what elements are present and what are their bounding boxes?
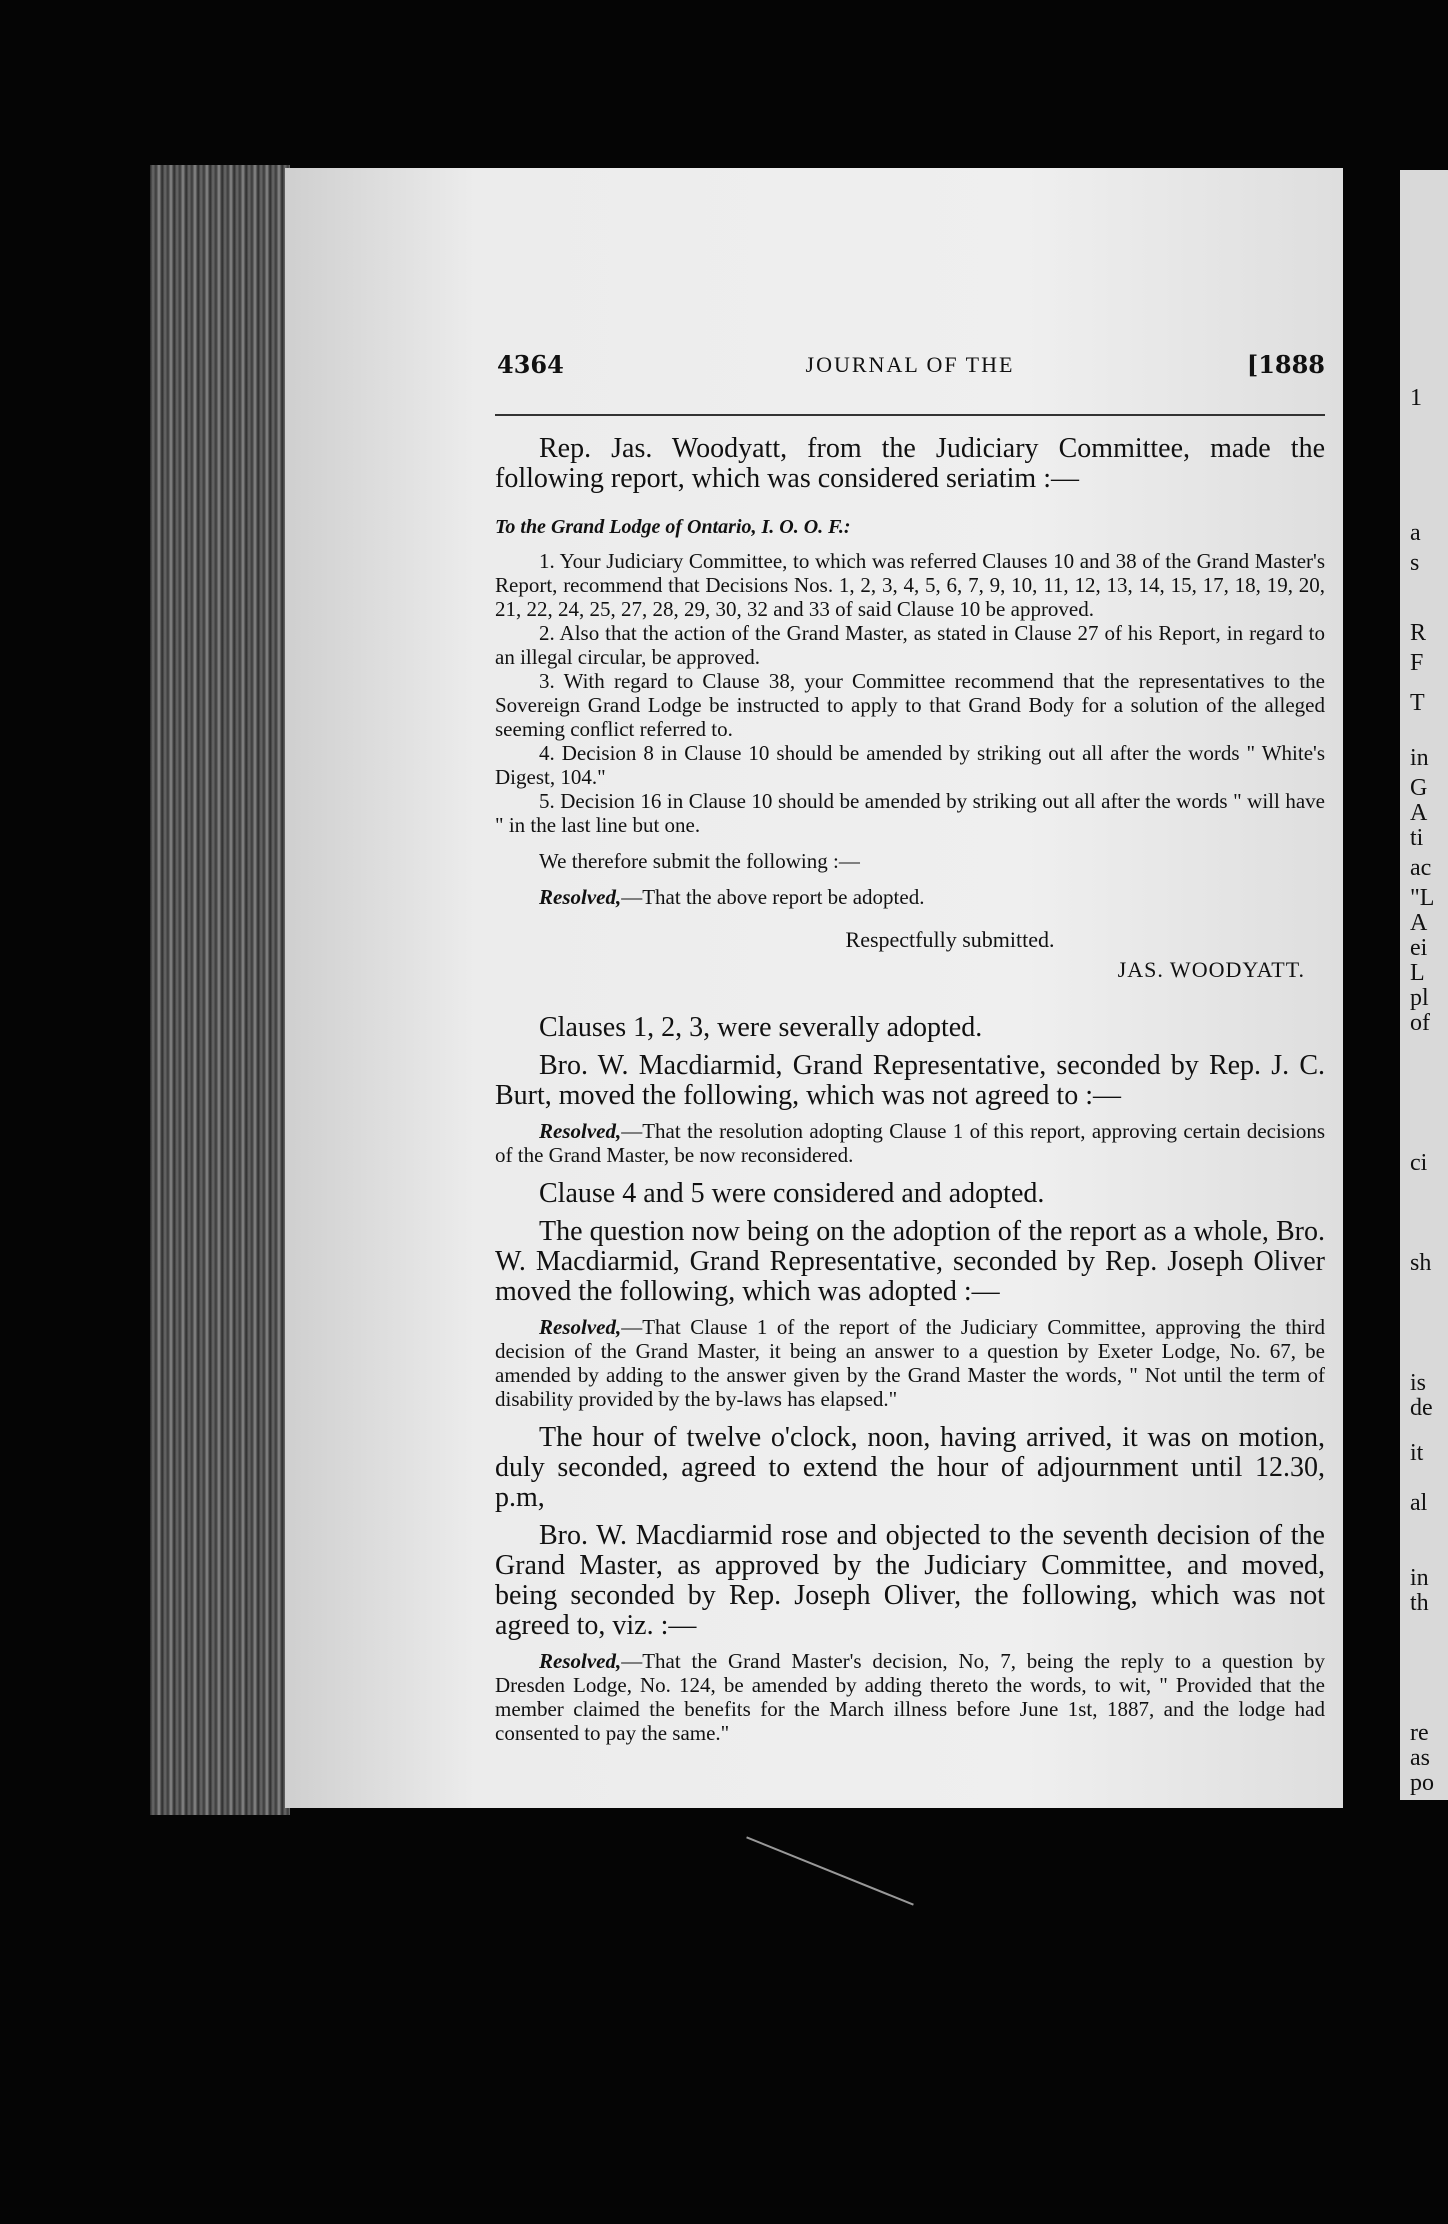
- facing-page-fragment: it: [1410, 1440, 1424, 1466]
- report-item: 1. Your Judiciary Committee, to which was referred Clauses 10 and 38 of the Grand Master's Report, recommend that Decisions Nos. 1, 2, 3, 4, 5, 6, 7, 9, 10, 11, 12, 13, 14, 15, 17, 18, 19, 20, 21, 22, 24, 25, 27, 28, 29, 30, 32 and 33 of said Clause 10 be approved.: [495, 549, 1325, 621]
- facing-page-fragment: po: [1410, 1770, 1434, 1796]
- facing-page-fragment: F: [1410, 650, 1424, 676]
- book-gutter: [150, 165, 290, 1815]
- facing-page-fragment: a: [1410, 520, 1421, 546]
- resolution-2: [495, 1315, 1325, 1411]
- facing-page-fragment: pl: [1410, 985, 1429, 1011]
- macdiarmid-motion-1: Bro. W. Macdiarmid, Grand Representative, seconded by Rep. J. C. Burt, moved the following, which was not agreed to :—: [495, 1050, 1325, 1111]
- resolved-text: —That Clause 1 of the report of the Judiciary Committee, approving the third decision of the Grand Master, it being an answer to a question by Exeter Lodge, No. 67, be amended by adding to the answer given by the Grand Master the words, " Not until the term of disability provided by the by-laws has elapsed.": [495, 1315, 1325, 1411]
- facing-page-fragment: G: [1410, 775, 1428, 801]
- page-content: [495, 350, 1325, 1745]
- resolution-1: [495, 1119, 1325, 1167]
- facing-page-fragment: ti: [1410, 825, 1424, 851]
- report-item: 4. Decision 8 in Clause 10 should be amended by striking out all after the words " White's Digest, 104.": [495, 741, 1325, 789]
- running-header: [495, 350, 1325, 394]
- facing-page-fragment: s: [1410, 550, 1420, 576]
- facing-page-fragment: as: [1410, 1745, 1430, 1771]
- facing-page-fragment: ac: [1410, 855, 1432, 881]
- report-item: 5. Decision 16 in Clause 10 should be amended by striking out all after the words " will have " in the last line but one.: [495, 789, 1325, 837]
- resolved-label: Resolved,: [539, 1315, 622, 1339]
- facing-page-fragment: "L: [1410, 885, 1435, 911]
- header-rule: [495, 414, 1325, 416]
- signatory: JAS. WOODYATT.: [1117, 957, 1305, 982]
- facing-page-fragment: ei: [1410, 935, 1428, 961]
- resolution-3: [495, 1649, 1325, 1745]
- facing-page-fragment: re: [1410, 1720, 1429, 1746]
- resolved-text: —That the resolution adopting Clause 1 of this report, approving certain decisions of the Grand Master, be now reconsidered.: [495, 1119, 1325, 1167]
- resolved-label: Resolved,: [539, 885, 622, 909]
- resolved-label: Resolved,: [539, 1119, 622, 1143]
- submit-line: We therefore submit the following :—: [539, 849, 860, 873]
- report-resolution: [495, 885, 1325, 909]
- facing-page-fragment: in: [1410, 1565, 1429, 1591]
- facing-page-fragment: of: [1410, 1010, 1430, 1036]
- report-item: 2. Also that the action of the Grand Master, as stated in Clause 27 of his Report, in regard to an illegal circular, be approved.: [495, 621, 1325, 669]
- report-address: To the Grand Lodge of Ontario, I. O. O. F.:: [495, 516, 851, 538]
- facing-page-fragment: is: [1410, 1370, 1427, 1396]
- resolved-text: —That the above report be adopted.: [621, 885, 925, 909]
- facing-page-fragment: 1: [1410, 385, 1422, 411]
- report-intro: Rep. Jas. Woodyatt, from the Judiciary Committee, made the following report, which was considered seriatim :—: [495, 433, 1325, 494]
- facing-page-fragment: ci: [1410, 1150, 1428, 1176]
- facing-page-fragment: R: [1410, 620, 1427, 646]
- page-scratch: [746, 1836, 914, 1905]
- resolved-label: Resolved,: [539, 1649, 622, 1673]
- facing-page-fragment: L: [1410, 960, 1425, 986]
- resolved-text: —That the Grand Master's decision, No, 7, being the reply to a question by Dresden Lodge, No. 124, be amended by adding thereto the words, to wit, " Provided that the member claimed the benefits for the March illness before June 1st, 1887, and the lodge had consented to pay the same.": [495, 1649, 1325, 1745]
- signoff: Respectfully submitted.: [845, 927, 1055, 952]
- report-item: 3. With regard to Clause 38, your Committee recommend that the representatives to the Sovereign Grand Lodge be instructed to apply to that Grand Body for a solution of the alleged seeming conflict referred to.: [495, 669, 1325, 741]
- facing-page-fragment: A: [1410, 910, 1428, 936]
- facing-page-fragment: al: [1410, 1490, 1428, 1516]
- question-paragraph: The question now being on the adoption of the report as a whole, Bro. W. Macdiarmid, Grand Representative, seconded by Rep. Joseph Oliver moved the following, which was adopted :—: [495, 1216, 1325, 1307]
- page-number: 4364: [497, 350, 564, 379]
- facing-page-fragment: A: [1410, 800, 1428, 826]
- facing-page-fragment: in: [1410, 745, 1429, 771]
- running-title: JOURNAL OF THE: [805, 352, 1015, 377]
- facing-page-fragment: sh: [1410, 1250, 1432, 1276]
- clause-4-5: Clause 4 and 5 were considered and adopted.: [539, 1178, 1045, 1209]
- header-year: [1888: [1246, 350, 1325, 379]
- hour-paragraph: The hour of twelve o'clock, noon, having arrived, it was on motion, duly seconded, agreed to extend the hour of adjournment until 12.30, p.m,: [495, 1422, 1325, 1513]
- facing-page-fragment: T: [1410, 690, 1425, 716]
- macdiarmid-motion-2: Bro. W. Macdiarmid rose and objected to the seventh decision of the Grand Master, as approved by the Judiciary Committee, and moved, being seconded by Rep. Joseph Oliver, the following, which was not agreed to, viz. :—: [495, 1520, 1325, 1641]
- facing-page-fragment: th: [1410, 1590, 1429, 1616]
- clauses-adopted: Clauses 1, 2, 3, were severally adopted.: [539, 1012, 983, 1043]
- facing-page-fragment: de: [1410, 1395, 1433, 1421]
